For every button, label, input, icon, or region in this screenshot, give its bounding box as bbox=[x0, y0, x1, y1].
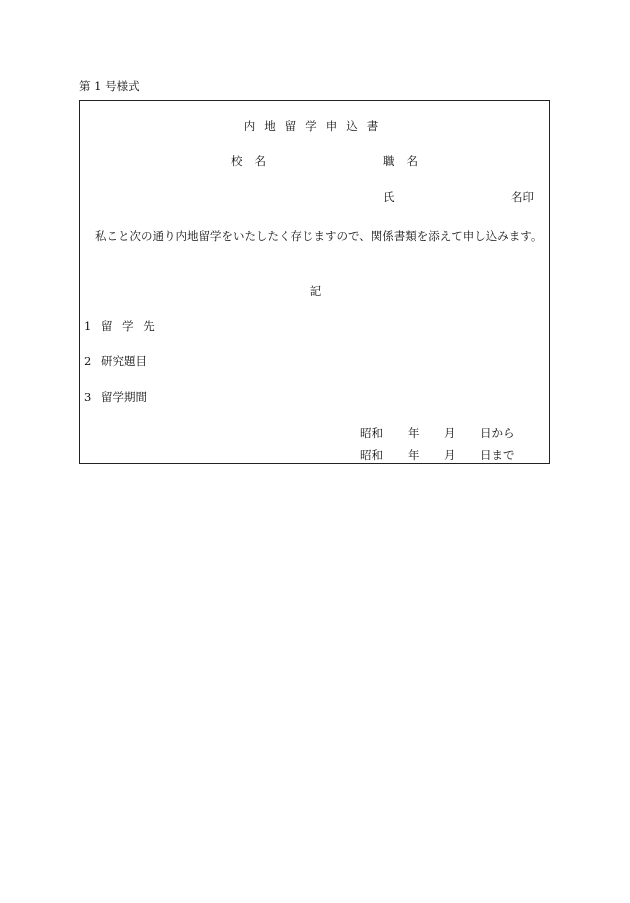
item-study-destination bbox=[84, 321, 155, 333]
name-label: 氏 bbox=[383, 190, 395, 204]
application-form bbox=[79, 100, 550, 464]
year-label: 年 bbox=[408, 448, 420, 462]
month-label: 月 bbox=[444, 426, 456, 440]
ki-heading: 記 bbox=[309, 284, 322, 298]
month-label: 月 bbox=[444, 448, 456, 462]
item-study-period bbox=[84, 392, 147, 404]
era-label: 昭和 bbox=[360, 426, 383, 440]
job-title-label: 職名 bbox=[383, 154, 430, 168]
year-label: 年 bbox=[408, 426, 420, 440]
item-research-topic bbox=[84, 356, 147, 368]
seal-label: 名印 bbox=[511, 190, 534, 204]
item-number: 2 bbox=[84, 354, 92, 368]
item-label: 留学期間 bbox=[100, 390, 147, 404]
school-name-label: 校名 bbox=[231, 154, 278, 168]
item-label: 留 学 先 bbox=[100, 319, 155, 333]
item-number: 1 bbox=[84, 319, 92, 333]
application-statement: 私こと次の通り内地留学をいたしたく存じますので、関係書類を添えて申し込みます。 bbox=[95, 229, 543, 243]
era-label: 昭和 bbox=[360, 448, 383, 462]
item-label: 研究題目 bbox=[100, 354, 147, 368]
form-title: 内地留学申込書 bbox=[243, 119, 388, 133]
day-until-label: 日まで bbox=[480, 448, 515, 462]
form-number: 第 1 号様式 bbox=[79, 79, 140, 93]
day-from-label: 日から bbox=[480, 426, 515, 440]
period-end-row bbox=[360, 450, 515, 462]
item-number: 3 bbox=[84, 390, 92, 404]
period-start-row bbox=[360, 428, 515, 440]
